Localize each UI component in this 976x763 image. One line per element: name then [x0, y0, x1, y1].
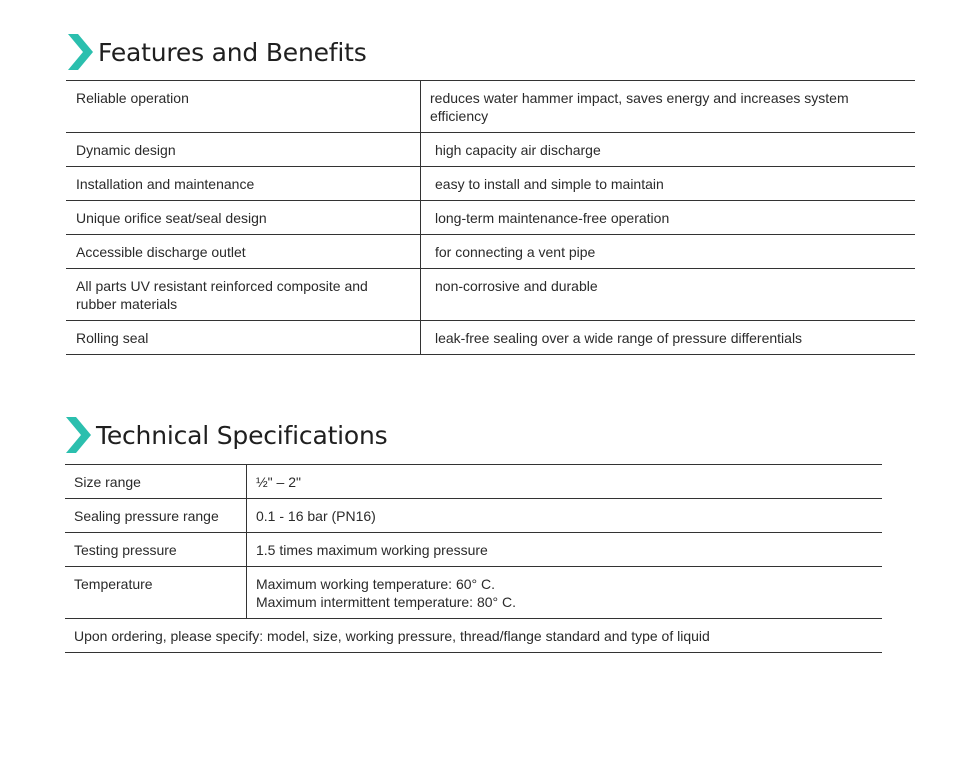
features-table [66, 80, 915, 355]
table-row [66, 167, 915, 201]
spec-label: Size range [65, 465, 247, 499]
features-heading [66, 33, 367, 71]
spec-label: Testing pressure [65, 533, 247, 567]
benefit-cell: for connecting a vent pipe [421, 235, 916, 269]
benefit-cell: long-term maintenance-free operation [421, 201, 916, 235]
feature-cell: Accessible discharge outlet [66, 235, 421, 269]
feature-cell: Unique orifice seat/seal design [66, 201, 421, 235]
spec-value-line: Maximum working temperature: 60° C. [256, 576, 496, 592]
benefit-cell: high capacity air discharge [421, 133, 916, 167]
table-row [65, 465, 882, 499]
feature-cell: All parts UV resistant reinforced composite and rubber materials [66, 269, 421, 321]
spec-label: Sealing pressure range [65, 499, 247, 533]
table-row [66, 201, 915, 235]
table-row [66, 81, 915, 133]
feature-cell: Installation and maintenance [66, 167, 421, 201]
ordering-note: Upon ordering, please specify: model, size, working pressure, thread/flange standard and type of liquid [65, 619, 882, 653]
table-row [65, 499, 882, 533]
spec-value [247, 567, 883, 619]
spec-value: ½" – 2" [247, 465, 883, 499]
spec-value: 1.5 times maximum working pressure [247, 533, 883, 567]
table-row [66, 321, 915, 355]
specs-heading [64, 416, 387, 454]
feature-cell: Reliable operation [66, 81, 421, 133]
table-row [65, 619, 882, 653]
chevron-right-icon [64, 416, 92, 454]
spec-value-line: Maximum intermittent temperature: 80° C. [256, 594, 517, 610]
specs-table [65, 464, 882, 653]
benefit-cell: leak-free sealing over a wide range of pressure differentials [421, 321, 916, 355]
feature-cell: Rolling seal [66, 321, 421, 355]
table-row [65, 567, 882, 619]
chevron-right-icon [66, 33, 94, 71]
table-row [66, 235, 915, 269]
feature-cell: Dynamic design [66, 133, 421, 167]
table-row [65, 533, 882, 567]
spec-value: 0.1 - 16 bar (PN16) [247, 499, 883, 533]
table-row [66, 269, 915, 321]
specs-title: Technical Specifications [96, 420, 388, 450]
benefit-cell: easy to install and simple to maintain [421, 167, 916, 201]
table-row [66, 133, 915, 167]
features-title: Features and Benefits [98, 37, 367, 67]
spec-label: Temperature [65, 567, 247, 619]
benefit-cell: reduces water hammer impact, saves energy and increases system efficiency [421, 81, 916, 133]
benefit-cell: non-corrosive and durable [421, 269, 916, 321]
